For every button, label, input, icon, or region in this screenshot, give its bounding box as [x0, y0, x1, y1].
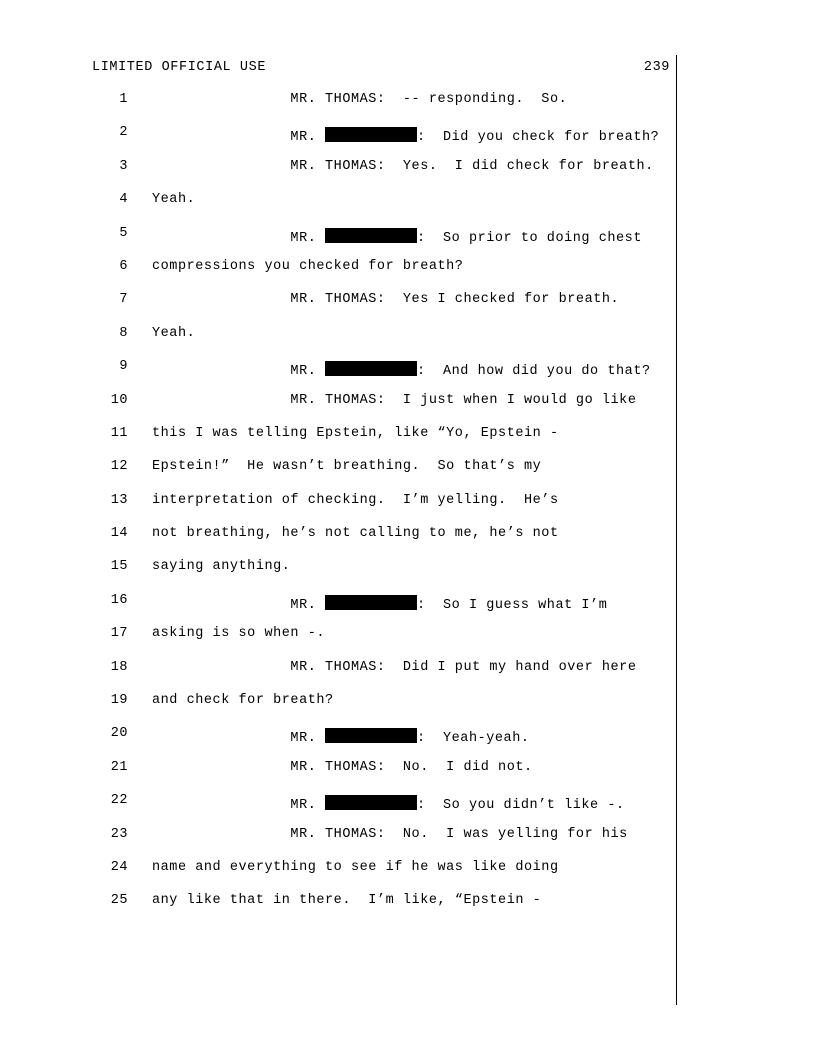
line-text [128, 693, 676, 708]
line-number: 8 [119, 325, 128, 341]
line-text-segment: MR. [152, 364, 326, 380]
line-text-segment: MR. [152, 230, 326, 246]
line-text-segment: : Did you check for breath? [417, 130, 660, 146]
transcript-line [92, 660, 676, 693]
transcript-line [92, 860, 676, 893]
line-text [128, 159, 676, 174]
line-text [128, 292, 676, 307]
transcript-line [92, 259, 676, 292]
line-text [128, 860, 676, 875]
transcript-line [92, 793, 676, 826]
line-number: 17 [110, 626, 128, 642]
line-text-segment: MR. THOMAS: No. I did not. [152, 759, 533, 775]
line-text-segment: : So prior to doing chest [417, 230, 642, 246]
line-text-segment: name and everything to see if he was like doing [152, 859, 559, 875]
line-number: 16 [110, 592, 128, 608]
line-number: 2 [119, 125, 128, 141]
line-text [128, 192, 676, 207]
line-text [128, 760, 676, 775]
line-text-segment: MR. THOMAS: I just when I would go like [152, 392, 637, 408]
line-number: 10 [110, 392, 128, 408]
line-text [128, 393, 676, 408]
transcript-line [92, 459, 676, 492]
line-text-segment: MR. [152, 130, 326, 146]
line-text-segment: saying anything. [152, 559, 291, 575]
line-number: 19 [110, 693, 128, 709]
line-text [128, 226, 676, 246]
line-text-segment: asking is so when -. [152, 626, 326, 642]
line-text-segment: : So you didn’t like -. [417, 798, 625, 814]
line-text [128, 893, 676, 908]
line-text [128, 526, 676, 541]
redaction-bar [325, 228, 417, 243]
line-text-segment: MR. [152, 731, 326, 747]
line-text [128, 559, 676, 574]
line-text-segment: MR. THOMAS: Did I put my hand over here [152, 659, 637, 675]
transcript-line [92, 326, 676, 359]
redaction-bar [325, 728, 417, 743]
transcript-line [92, 493, 676, 526]
transcript-line [92, 125, 676, 158]
line-number: 3 [119, 158, 128, 174]
line-number: 20 [110, 726, 128, 742]
line-number: 1 [119, 92, 128, 107]
transcript-line [92, 827, 676, 860]
line-number: 25 [110, 893, 128, 909]
line-text [128, 660, 676, 675]
line-text [128, 726, 676, 746]
line-text [128, 459, 676, 474]
line-number: 13 [110, 492, 128, 508]
line-number: 24 [110, 859, 128, 875]
line-text [128, 426, 676, 441]
line-text [128, 92, 676, 107]
line-text [128, 593, 676, 613]
transcript-line [92, 426, 676, 459]
transcript-line [92, 192, 676, 225]
line-text-segment: : Yeah-yeah. [417, 731, 530, 747]
line-text [128, 125, 676, 145]
transcript-line [92, 693, 676, 726]
line-number: 15 [110, 559, 128, 575]
line-text [128, 626, 676, 641]
transcript-line [92, 726, 676, 759]
line-text [128, 493, 676, 508]
redaction-bar [325, 795, 417, 810]
transcript-line [92, 92, 676, 125]
line-text [128, 827, 676, 842]
line-number: 22 [110, 793, 128, 809]
page-number: 239 [643, 60, 670, 75]
line-number: 7 [119, 292, 128, 308]
line-text [128, 326, 676, 341]
line-text [128, 359, 676, 379]
line-number: 14 [110, 526, 128, 542]
line-text-segment: MR. THOMAS: Yes I checked for breath. [152, 292, 620, 308]
line-number: 18 [110, 659, 128, 675]
line-text-segment: this I was telling Epstein, like “Yo, Epstein - [152, 425, 559, 441]
transcript-line [92, 893, 676, 926]
transcript-line [92, 359, 676, 392]
transcript-line [92, 226, 676, 259]
redaction-bar [325, 595, 417, 610]
margin-rule [676, 55, 677, 1005]
transcript-line [92, 159, 676, 192]
line-text [128, 259, 676, 274]
line-text-segment: Yeah. [152, 325, 196, 341]
line-number: 23 [110, 826, 128, 842]
line-number: 6 [119, 258, 128, 274]
line-text-segment: MR. [152, 597, 326, 613]
line-text-segment: MR. [152, 798, 326, 814]
line-number: 9 [119, 359, 128, 375]
transcript-body [92, 92, 676, 927]
line-text-segment: any like that in there. I’m like, “Epstein - [152, 893, 542, 909]
line-text-segment: MR. THOMAS: No. I was yelling for his [152, 826, 628, 842]
line-text-segment: compressions you checked for breath? [152, 258, 464, 274]
line-number: 11 [110, 425, 128, 441]
line-text-segment: interpretation of checking. I’m yelling. He’s [152, 492, 559, 508]
line-text-segment: and check for breath? [152, 693, 334, 709]
page-header [92, 60, 670, 75]
line-number: 12 [110, 459, 128, 475]
line-text-segment: MR. THOMAS: -- responding. So. [152, 92, 568, 107]
redaction-bar [325, 127, 417, 142]
line-text [128, 793, 676, 813]
line-text-segment: Epstein!” He wasn’t breathing. So that’s my [152, 459, 542, 475]
transcript-line [92, 526, 676, 559]
transcript-line [92, 760, 676, 793]
line-text-segment: not breathing, he’s not calling to me, he’s not [152, 526, 559, 542]
line-text-segment: Yeah. [152, 192, 196, 208]
transcript-line [92, 559, 676, 592]
line-text-segment: : So I guess what I’m [417, 597, 608, 613]
transcript-line [92, 292, 676, 325]
line-text-segment: : And how did you do that? [417, 364, 651, 380]
line-number: 4 [119, 192, 128, 208]
transcript-line [92, 593, 676, 626]
redaction-bar [325, 361, 417, 376]
classification-marking: LIMITED OFFICIAL USE [92, 60, 267, 75]
line-number: 5 [119, 225, 128, 241]
transcript-line [92, 393, 676, 426]
transcript-line [92, 626, 676, 659]
line-text-segment: MR. THOMAS: Yes. I did check for breath. [152, 158, 654, 174]
line-number: 21 [110, 759, 128, 775]
